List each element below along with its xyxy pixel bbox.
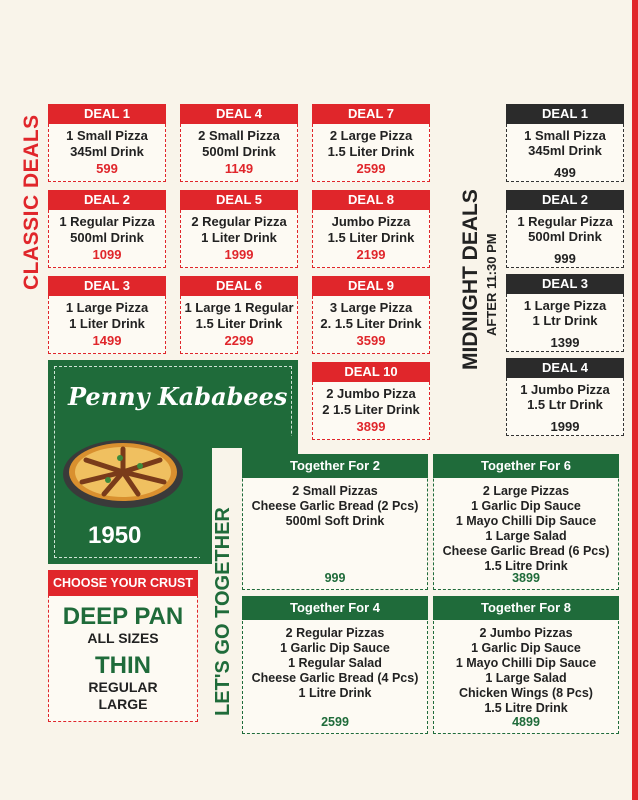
- deal-item: 1 Large 1 Regular: [184, 300, 294, 315]
- deal-title: DEAL 2: [48, 190, 166, 210]
- classic-deal-card[interactable]: [48, 104, 166, 182]
- crust-deep-sub: ALL SIZES: [87, 630, 159, 646]
- together-deal-card[interactable]: [242, 596, 428, 734]
- together-item: 1 Garlic Dip Sauce: [471, 641, 581, 655]
- together-price: 2599: [321, 715, 349, 729]
- deal-item: 1 Small Pizza: [524, 128, 606, 143]
- classic-deal-card[interactable]: [312, 190, 430, 268]
- deal-item: 1 Liter Drink: [69, 316, 145, 331]
- deal-item: 2 Small Pizza: [198, 128, 280, 143]
- deal-item: 1.5 Liter Drink: [327, 230, 415, 245]
- deal-item: 1 Large Pizza: [65, 300, 149, 315]
- deal-item: 2. 1.5 Liter Drink: [320, 316, 422, 331]
- deal-item: 1 Large Pizza: [523, 298, 607, 313]
- crust-deep-pan[interactable]: DEEP PAN: [62, 603, 184, 630]
- classic-deal-card[interactable]: [180, 190, 298, 268]
- together-price: 999: [324, 571, 346, 585]
- together-item: Cheese Garlic Bread (2 Pcs): [251, 499, 419, 513]
- deal-item: 2 Large Pizza: [329, 128, 413, 143]
- midnight-deals-subtitle: AFTER 11:30 PM: [484, 233, 499, 336]
- deal-item: 1.5 Liter Drink: [327, 144, 415, 159]
- classic-deal-card[interactable]: [312, 362, 430, 440]
- together-title: Together For 6: [433, 454, 619, 478]
- deal-title: DEAL 6: [180, 276, 298, 296]
- midnight-deals-label: MIDNIGHT DEALS: [459, 189, 482, 370]
- together-item: 1 Litre Drink: [298, 686, 372, 700]
- deal-item: 3 Large Pizza: [329, 300, 413, 315]
- deal-item: 2 1.5 Liter Drink: [322, 402, 420, 417]
- midnight-deal-card[interactable]: [506, 104, 624, 182]
- crust-thin[interactable]: THIN: [95, 652, 151, 679]
- together-item: 1.5 Litre Drink: [484, 559, 568, 573]
- together-label: LET'S GO TOGETHER: [212, 507, 234, 716]
- crust-thin-sub1: REGULAR: [88, 679, 158, 695]
- deal-price: 999: [554, 251, 576, 266]
- together-item: Cheese Garlic Bread (4 Pcs): [251, 671, 419, 685]
- deal-title: DEAL 1: [48, 104, 166, 124]
- deal-price: 2199: [356, 247, 386, 262]
- crust-thin-sub2: LARGE: [98, 696, 148, 712]
- deal-item: 1 Small Pizza: [66, 128, 148, 143]
- classic-deals-label: CLASSIC DEALS: [20, 114, 43, 290]
- deal-price: 599: [96, 161, 118, 176]
- classic-deal-card[interactable]: [48, 190, 166, 268]
- together-title: Together For 8: [433, 596, 619, 620]
- together-item: 2 Regular Pizzas: [285, 626, 385, 640]
- deal-title: DEAL 4: [506, 358, 624, 378]
- classic-deal-card[interactable]: [312, 276, 430, 354]
- together-price: 3899: [512, 571, 540, 585]
- together-item: 1 Mayo Chilli Dip Sauce: [455, 656, 597, 670]
- deal-item: 1 Regular Pizza: [59, 214, 155, 229]
- crust-header: CHOOSE YOUR CRUST: [48, 570, 198, 596]
- deal-price: 1399: [550, 335, 580, 350]
- deal-title: DEAL 8: [312, 190, 430, 210]
- together-item: 1 Garlic Dip Sauce: [280, 641, 390, 655]
- deal-price: 1099: [92, 247, 122, 262]
- deal-price: 3899: [356, 419, 386, 434]
- together-deal-card[interactable]: [433, 454, 619, 590]
- deal-item: 1.5 Liter Drink: [195, 316, 283, 331]
- together-item: 1 Large Salad: [485, 529, 567, 543]
- together-item: 1.5 Litre Drink: [484, 701, 568, 715]
- midnight-deal-card[interactable]: [506, 190, 624, 268]
- deal-title: DEAL 4: [180, 104, 298, 124]
- promo-price: 1950: [88, 522, 142, 549]
- deal-item: 345ml Drink: [528, 143, 602, 158]
- deal-title: DEAL 10: [312, 362, 430, 382]
- deal-item: 1 Jumbo Pizza: [520, 382, 610, 397]
- deal-item: 1.5 Ltr Drink: [527, 397, 603, 412]
- together-title: Together For 2: [242, 454, 428, 478]
- crust-box: [48, 570, 198, 722]
- deal-price: 2599: [356, 161, 386, 176]
- deal-title: DEAL 7: [312, 104, 430, 124]
- together-deal-card[interactable]: [242, 454, 428, 590]
- deal-item: 2 Regular Pizza: [191, 214, 287, 229]
- midnight-deal-card[interactable]: [506, 358, 624, 436]
- midnight-deal-card[interactable]: [506, 274, 624, 352]
- deal-item: 500ml Drink: [202, 144, 276, 159]
- together-item: 1 Garlic Dip Sauce: [471, 499, 581, 513]
- together-item: Cheese Garlic Bread (6 Pcs): [442, 544, 610, 558]
- deal-price: 1999: [550, 419, 580, 434]
- deal-price: 1149: [224, 161, 254, 176]
- deal-title: DEAL 3: [48, 276, 166, 296]
- deal-item: 500ml Drink: [528, 229, 602, 244]
- deal-title: DEAL 5: [180, 190, 298, 210]
- together-item: 2 Small Pizzas: [292, 484, 378, 498]
- deal-item: 345ml Drink: [70, 144, 144, 159]
- deal-price: 499: [554, 165, 576, 180]
- deal-item: 1 Ltr Drink: [532, 313, 598, 328]
- right-edge-stripe: [632, 0, 638, 800]
- deal-title: DEAL 9: [312, 276, 430, 296]
- classic-deal-card[interactable]: [180, 276, 298, 354]
- together-item: 2 Jumbo Pizzas: [479, 626, 573, 640]
- deal-price: 1499: [92, 333, 122, 348]
- together-item: 500ml Soft Drink: [285, 514, 385, 528]
- deal-item: 1 Liter Drink: [201, 230, 277, 245]
- pizza-image-icon: [60, 430, 186, 510]
- together-item: 1 Regular Salad: [288, 656, 382, 670]
- deal-item: 1 Regular Pizza: [517, 214, 613, 229]
- deal-item: 2 Jumbo Pizza: [326, 386, 416, 401]
- deal-title: DEAL 1: [506, 104, 624, 124]
- deal-item: Jumbo Pizza: [331, 214, 411, 229]
- deal-item: 500ml Drink: [70, 230, 144, 245]
- classic-deal-card[interactable]: [180, 104, 298, 182]
- deal-price: 1999: [224, 247, 254, 262]
- deal-price: 3599: [356, 333, 386, 348]
- deal-title: DEAL 2: [506, 190, 624, 210]
- together-item: 1 Large Salad: [485, 671, 567, 685]
- together-price: 4899: [512, 715, 540, 729]
- classic-deal-card[interactable]: [48, 276, 166, 354]
- together-item: 2 Large Pizzas: [482, 484, 570, 498]
- classic-deal-card[interactable]: [312, 104, 430, 182]
- promo-name: Penny Kababees: [68, 382, 288, 411]
- together-deal-card[interactable]: [433, 596, 619, 734]
- together-title: Together For 4: [242, 596, 428, 620]
- deal-price: 2299: [224, 333, 254, 348]
- together-item: 1 Mayo Chilli Dip Sauce: [455, 514, 597, 528]
- together-item: Chicken Wings (8 Pcs): [459, 686, 593, 700]
- deal-title: DEAL 3: [506, 274, 624, 294]
